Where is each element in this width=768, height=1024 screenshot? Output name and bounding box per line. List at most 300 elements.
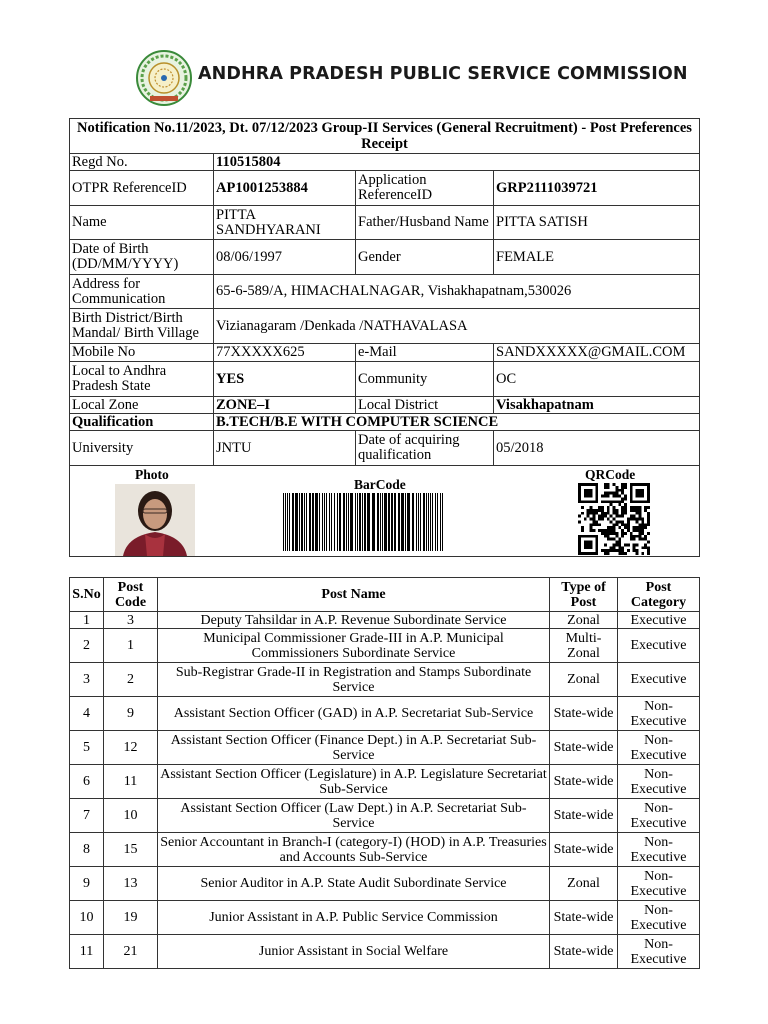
qr-module [595,488,598,491]
qr-module [621,485,624,488]
dob-label: Date of Birth (DD/MM/YYYY) [70,240,214,275]
qr-module [615,543,618,546]
qr-module [587,508,590,511]
table-row [70,935,700,969]
qr-module [624,531,627,534]
page-header [0,46,768,110]
qr-module [638,483,641,486]
qr-module [638,491,641,494]
barcode-bar [346,493,347,551]
qr-module [627,517,630,520]
qr-module [636,526,639,529]
qr-module [587,534,590,537]
address-value: 65-6-589/A, HIMACHALNAGAR, Vishakhapatnam,530026 [214,275,700,309]
qr-module [621,514,624,517]
qr-module [613,529,616,532]
qr-module [647,483,650,486]
qr-module [584,552,587,555]
qr-module [624,506,627,509]
university-label: University [70,431,214,466]
qr-module [641,500,644,503]
qr-module [590,517,593,520]
qr-module [641,488,644,491]
cell-sno: 4 [70,697,104,731]
qr-module [604,543,607,546]
qr-module [587,511,590,514]
cell-type: Multi-Zonal [550,629,618,663]
qr-module [607,549,610,552]
qr-module [595,537,598,540]
qr-module [587,514,590,517]
qr-module [647,491,650,494]
qr-module [636,511,639,514]
address-label: Address for Communication [70,275,214,309]
qr-module [613,543,616,546]
qr-module [638,488,641,491]
qr-module [618,540,621,543]
qr-module [601,514,604,517]
qr-module [581,506,584,509]
barcode-bar [412,493,414,551]
qr-module [624,508,627,511]
qr-module [595,497,598,500]
qr-module [647,485,650,488]
qr-module [641,526,644,529]
qr-module [633,483,636,486]
qr-module [615,520,618,523]
barcode-bar [295,493,298,551]
cell-code: 13 [104,867,158,901]
barcode-bar [315,493,318,551]
barcode-bar [437,493,438,551]
qr-module [584,483,587,486]
qr-module [615,485,618,488]
father-label: Father/Husband Name [356,206,494,240]
qr-module [578,485,581,488]
qr-module [578,540,581,543]
qr-module [584,500,587,503]
qr-module [587,491,590,494]
qr-module [644,500,647,503]
gender-value: FEMALE [494,240,700,275]
cell-type: State-wide [550,731,618,765]
qr-module [595,485,598,488]
qr-module [595,491,598,494]
qr-module [636,543,639,546]
barcode-bar [287,493,288,551]
barcode-bar [309,493,311,551]
qr-module [638,537,641,540]
app-ref-value: GRP2111039721 [494,171,700,206]
qrcode-label: QRCode [585,466,636,482]
university-value: JNTU [214,431,356,466]
qr-module [636,491,639,494]
barcode-bar [380,493,381,551]
qr-module [592,534,595,537]
cell-category: Executive [618,629,700,663]
qr-module [638,534,641,537]
cell-category: Executive [618,612,700,629]
header-type-of-post: Type of Post [550,578,618,612]
qr-module [590,506,593,509]
qr-module [636,500,639,503]
qr-module [601,529,604,532]
barcode-bar [339,493,341,551]
barcode-bar [306,493,307,551]
barcode-bar [319,493,320,551]
barcode-bar [394,493,396,551]
cell-name: Assistant Section Officer (Law Dept.) in A.P. Secretariat Sub-Service [158,799,550,833]
barcode-bar [418,493,419,551]
barcode-bar [331,493,332,551]
qr-module [630,531,633,534]
barcode-bar [362,493,363,551]
qr-module [578,500,581,503]
barcode-bar [430,493,431,551]
qr-module [604,511,607,514]
cell-code: 11 [104,765,158,799]
qr-module [644,483,647,486]
otpr-value: AP1001253884 [214,171,356,206]
qr-module [610,531,613,534]
qr-module [590,543,593,546]
qr-module [633,549,636,552]
qr-module [644,523,647,526]
qr-module [647,514,650,517]
qr-module [638,494,641,497]
qr-module [578,543,581,546]
cell-category: Non-Executive [618,935,700,969]
qr-module [607,500,610,503]
qr-module [578,514,581,517]
qr-module [578,491,581,494]
qr-module [595,549,598,552]
cell-type: State-wide [550,901,618,935]
qual-date-value: 05/2018 [494,431,700,466]
qr-module [647,546,650,549]
qr-module [633,534,636,537]
qr-module [584,494,587,497]
barcode-bar [401,493,404,551]
qr-module [638,506,641,509]
qr-module [610,526,613,529]
qr-module [613,549,616,552]
qr-module [590,483,593,486]
header-post-category: Post Category [618,578,700,612]
qr-module [647,488,650,491]
barcode-bar [337,493,338,551]
qr-module [644,534,647,537]
qr-module [624,494,627,497]
qr-module [630,508,633,511]
barcode-bar [420,493,421,551]
qr-module [587,483,590,486]
qr-module [638,500,641,503]
qr-module [621,491,624,494]
qr-module [615,500,618,503]
qr-module [647,549,650,552]
cell-type: State-wide [550,799,618,833]
qr-module [630,488,633,491]
qr-module [618,520,621,523]
barcode-bar [299,493,300,551]
qr-module [618,514,621,517]
qr-module [644,526,647,529]
qr-module [598,517,601,520]
qr-module [633,526,636,529]
qr-module [590,552,593,555]
barcode-bar [372,493,375,551]
qr-module [587,540,590,543]
qr-module [598,529,601,532]
qr-module [630,497,633,500]
qr-module [621,497,624,500]
qr-module [618,500,621,503]
qr-module [581,526,584,529]
cell-name: Sub-Registrar Grade-II in Registration and Stamps Subordinate Service [158,663,550,697]
qr-module [633,537,636,540]
qr-module [624,543,627,546]
qr-module [613,537,616,540]
cell-code: 21 [104,935,158,969]
barcode-bar [357,493,358,551]
otpr-label: OTPR ReferenceID [70,171,214,206]
qr-module [595,511,598,514]
cell-category: Non-Executive [618,799,700,833]
qr-module [613,523,616,526]
qr-module [595,534,598,537]
qr-module [633,500,636,503]
qr-module [601,517,604,520]
barcode-bar [426,493,427,551]
qr-module [604,483,607,486]
barcode-bar [292,493,294,551]
qualification-value: B.TECH/B.E WITH COMPUTER SCIENCE [214,414,700,431]
header-post-name: Post Name [158,578,550,612]
regd-no-label: Regd No. [70,154,214,171]
qr-module [647,520,650,523]
qr-module [636,549,639,552]
qr-module [636,520,639,523]
qr-module [592,511,595,514]
qr-module [630,483,633,486]
post-preferences-table [69,577,700,969]
qr-module [647,540,650,543]
barcode-bar [359,493,361,551]
qr-module [590,529,593,532]
qr-module [630,534,633,537]
qr-module [607,531,610,534]
cell-code: 12 [104,731,158,765]
cell-code: 15 [104,833,158,867]
cell-type: State-wide [550,697,618,731]
email-value: SANDXXXXX@GMAIL.COM [494,344,700,362]
qr-module [590,540,593,543]
media-box [70,467,698,556]
org-title: ANDHRA PRADESH PUBLIC SERVICE COMMISSION [198,64,688,84]
cell-sno: 7 [70,799,104,833]
qr-module [604,514,607,517]
qr-module [618,543,621,546]
qr-module [610,500,613,503]
qr-module [621,500,624,503]
qr-module [581,500,584,503]
barcode-bar [329,493,330,551]
barcode-bar [442,493,443,551]
cell-type: Zonal [550,867,618,901]
qr-module [601,531,604,534]
qr-module [595,494,598,497]
qr-module [607,494,610,497]
qr-module [636,534,639,537]
table-row [70,799,700,833]
qr-module [607,511,610,514]
qr-module [607,485,610,488]
qr-module [621,549,624,552]
qr-module [607,517,610,520]
barcode-bar [348,493,349,551]
qr-module [636,494,639,497]
barcode-bar [343,493,345,551]
regd-no-value: 110515804 [214,154,700,171]
qr-module [595,546,598,549]
qr-module [613,494,616,497]
qr-module [592,517,595,520]
qr-module [604,529,607,532]
qr-module [615,514,618,517]
qr-module [607,491,610,494]
local-label: Local to Andhra Pradesh State [70,362,214,397]
barcode-image [282,493,446,551]
barcode-bar [283,493,284,551]
qr-module [595,483,598,486]
qr-module [581,534,584,537]
qr-module [644,543,647,546]
qr-module [584,491,587,494]
qr-module [615,534,618,537]
qr-module [641,494,644,497]
cell-category: Non-Executive [618,697,700,731]
qr-module [613,526,616,529]
qr-module [584,546,587,549]
qr-module [647,531,650,534]
qr-module [647,552,650,555]
qr-module [615,491,618,494]
qr-module [633,529,636,532]
cell-category: Executive [618,663,700,697]
qr-module [633,546,636,549]
barcode-bar [324,493,325,551]
qr-module [638,511,641,514]
dob-value: 08/06/1997 [214,240,356,275]
qr-module [636,552,639,555]
cell-sno: 6 [70,765,104,799]
cell-type: Zonal [550,663,618,697]
qr-module [615,511,618,514]
qr-module [621,534,624,537]
cell-code: 1 [104,629,158,663]
qr-module [607,529,610,532]
qr-module [595,520,598,523]
barcode-bar [334,493,335,551]
qr-module [624,485,627,488]
table-row [70,765,700,799]
qr-module [644,508,647,511]
qr-module [587,552,590,555]
qr-module [598,508,601,511]
qr-module [578,537,581,540]
qr-module [618,552,621,555]
appsc-emblem-icon [136,50,192,106]
zone-label: Local Zone [70,397,214,414]
qr-module [641,517,644,520]
qr-module [621,546,624,549]
qr-module [615,540,618,543]
qr-module [624,483,627,486]
barcode-label: BarCode [354,476,406,492]
qr-module [647,494,650,497]
qr-module [610,549,613,552]
qr-module [618,488,621,491]
table-row [70,697,700,731]
qr-module [610,514,613,517]
qr-module [641,546,644,549]
qr-module [633,506,636,509]
qr-module [598,514,601,517]
qr-module [601,494,604,497]
qr-module [636,483,639,486]
qr-module [615,508,618,511]
qr-module [630,494,633,497]
cell-name: Assistant Section Officer (Finance Dept.) in A.P. Secretariat Sub-Service [158,731,550,765]
qualification-label: Qualification [70,414,214,431]
cell-type: State-wide [550,935,618,969]
qr-module [613,517,616,520]
cell-name: Senior Auditor in A.P. State Audit Subordinate Service [158,867,550,901]
cell-category: Non-Executive [618,901,700,935]
barcode-bar [432,493,433,551]
qr-module [638,517,641,520]
qr-module [615,488,618,491]
qr-module [604,500,607,503]
qr-module [638,531,641,534]
qr-module [604,552,607,555]
barcode-bar [285,493,286,551]
qr-module [595,500,598,503]
qr-module [592,500,595,503]
qr-module [578,549,581,552]
qr-module [604,531,607,534]
qr-module [587,494,590,497]
qr-module [587,543,590,546]
birth-place-label: Birth District/Birth Mandal/ Birth Village [70,309,214,344]
cell-type: State-wide [550,765,618,799]
table-row [70,612,700,629]
qr-module [630,485,633,488]
qr-module [647,506,650,509]
qr-module [581,552,584,555]
qr-module [621,520,624,523]
birth-place-value: Vizianagaram /Denkada /NATHAVALASA [214,309,700,344]
qr-module [613,511,616,514]
qr-module [621,508,624,511]
qr-module [633,514,636,517]
applicant-photo [115,484,195,556]
qr-module [633,517,636,520]
barcode-bar [304,493,305,551]
qr-module [581,483,584,486]
qr-module [641,491,644,494]
